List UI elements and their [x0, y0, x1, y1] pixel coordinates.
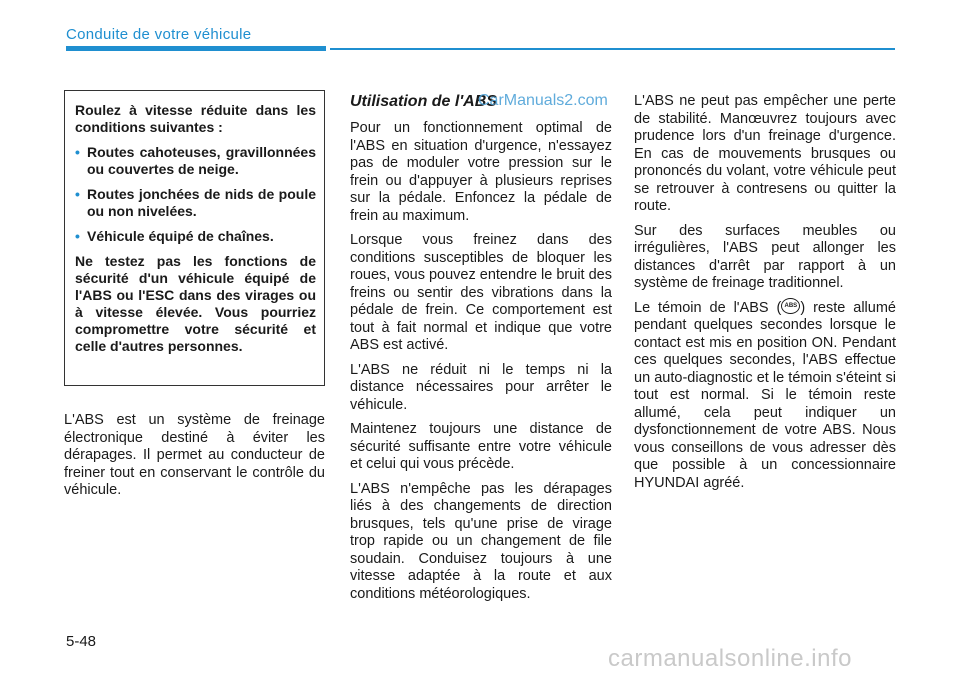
page-number: 5-48 — [66, 633, 97, 650]
bullet-icon: • — [75, 186, 80, 202]
watermark-bottom: carmanualsonline.info — [608, 645, 852, 672]
column-3 — [634, 93, 896, 499]
header-rule-thick — [66, 46, 326, 51]
paragraph: Maintenez toujours une distance de sécurité suffisante entre votre véhicule et celui qui vous précède. — [350, 421, 612, 472]
section-title: Conduite de votre véhicule — [66, 26, 252, 43]
warning-text: Ne testez pas les fonctions de sécurité d'un véhicule équipé de l'ABS ou l'ESC dans des virages ou à vitesse élevée. Vous pourriez compromettre votre sécurité et celle d'autres personnes. — [75, 253, 316, 354]
column-1 — [64, 412, 325, 507]
paragraph: Sur des surfaces meubles ou irrégulières, l'ABS peut allonger les distances d'arrêt par rapport à un système de freinage traditionnel. — [634, 222, 896, 291]
warning-box — [64, 90, 325, 386]
warning-bullet-item — [75, 144, 316, 178]
bullet-text: Véhicule équipé de chaînes. — [87, 228, 274, 244]
paragraph: Lorsque vous freinez dans des conditions susceptibles de bloquer les roues, vous pouvez entendre le bruit des freins ou sentir des vibrations dans la pédale de frein. Ce comportement est tout à fait normal et indique que votre ABS est activé. — [350, 232, 612, 353]
bullet-icon: • — [75, 228, 80, 244]
abs-usage-heading: Utilisation de l'ABS — [350, 93, 497, 110]
bullet-text: Routes jonchées de nids de poule ou non nivelées. — [87, 186, 316, 219]
paragraph: L'ABS ne peut pas empêcher une perte de stabilité. Manœuvrez toujours avec prudence lors d'un freinage d'urgence. En cas de mouvements brusques ou prononcés du volant, votre véhicule peut se retrouver à contresens ou quitter la route. — [634, 93, 896, 214]
bullet-icon: • — [75, 144, 80, 160]
paragraph: Pour un fonctionnement optimal de l'ABS en situation d'urgence, n'essayez pas de moduler votre pression sur le frein ou d'appuyer à plusieurs reprises sur la pédale. Enfoncez la pédale de frein au maximum. — [350, 120, 612, 224]
column-2 — [350, 92, 612, 610]
warning-intro: Roulez à vitesse réduite dans les conditions suivantes : — [75, 102, 316, 135]
paragraph-text: ) reste allumé pendant quelques secondes lorsque le contact est mis en position ON. Pendant ces quelques secondes, l'ABS effectue un auto-diagnostic et le témoin s'éteint si tout est normal. Si le témoin reste allumé, cela peut indiquer un dysfonctionnement de votre ABS. Nous vous conseillons de vous adresser dès que possible à un concessionnaire HYUNDAI agréé. — [634, 299, 896, 491]
paragraph: L'ABS n'empêche pas les dérapages liés à des changements de direction brusques, tels qu'une prise de virage trop rapide ou un changement de file soudain. Conduisez toujours à une vitesse adaptée à la route et aux conditions météorologiques. — [350, 480, 612, 602]
warning-bullet-list — [75, 144, 316, 245]
abs-intro-paragraph: L'ABS est un système de freinage électronique destiné à éviter les dérapages. Il permet au conducteur de freiner tout en conservant le contrôle du véhicule. — [64, 412, 325, 498]
warning-bullet-item — [75, 186, 316, 220]
abs-warning-light-paragraph — [634, 300, 896, 493]
paragraph-text: Le témoin de l'ABS ( — [634, 299, 782, 316]
abs-warning-light-icon: ABS — [781, 298, 800, 314]
warning-bullet-item — [75, 228, 316, 245]
header-rule-thin — [330, 48, 895, 50]
watermark-top: CarManuals2.com — [478, 92, 608, 109]
bullet-text: Routes cahoteuses, gravillonnées ou couvertes de neige. — [87, 144, 316, 177]
paragraph: L'ABS ne réduit ni le temps ni la distance nécessaires pour arrêter le véhicule. — [350, 361, 612, 413]
